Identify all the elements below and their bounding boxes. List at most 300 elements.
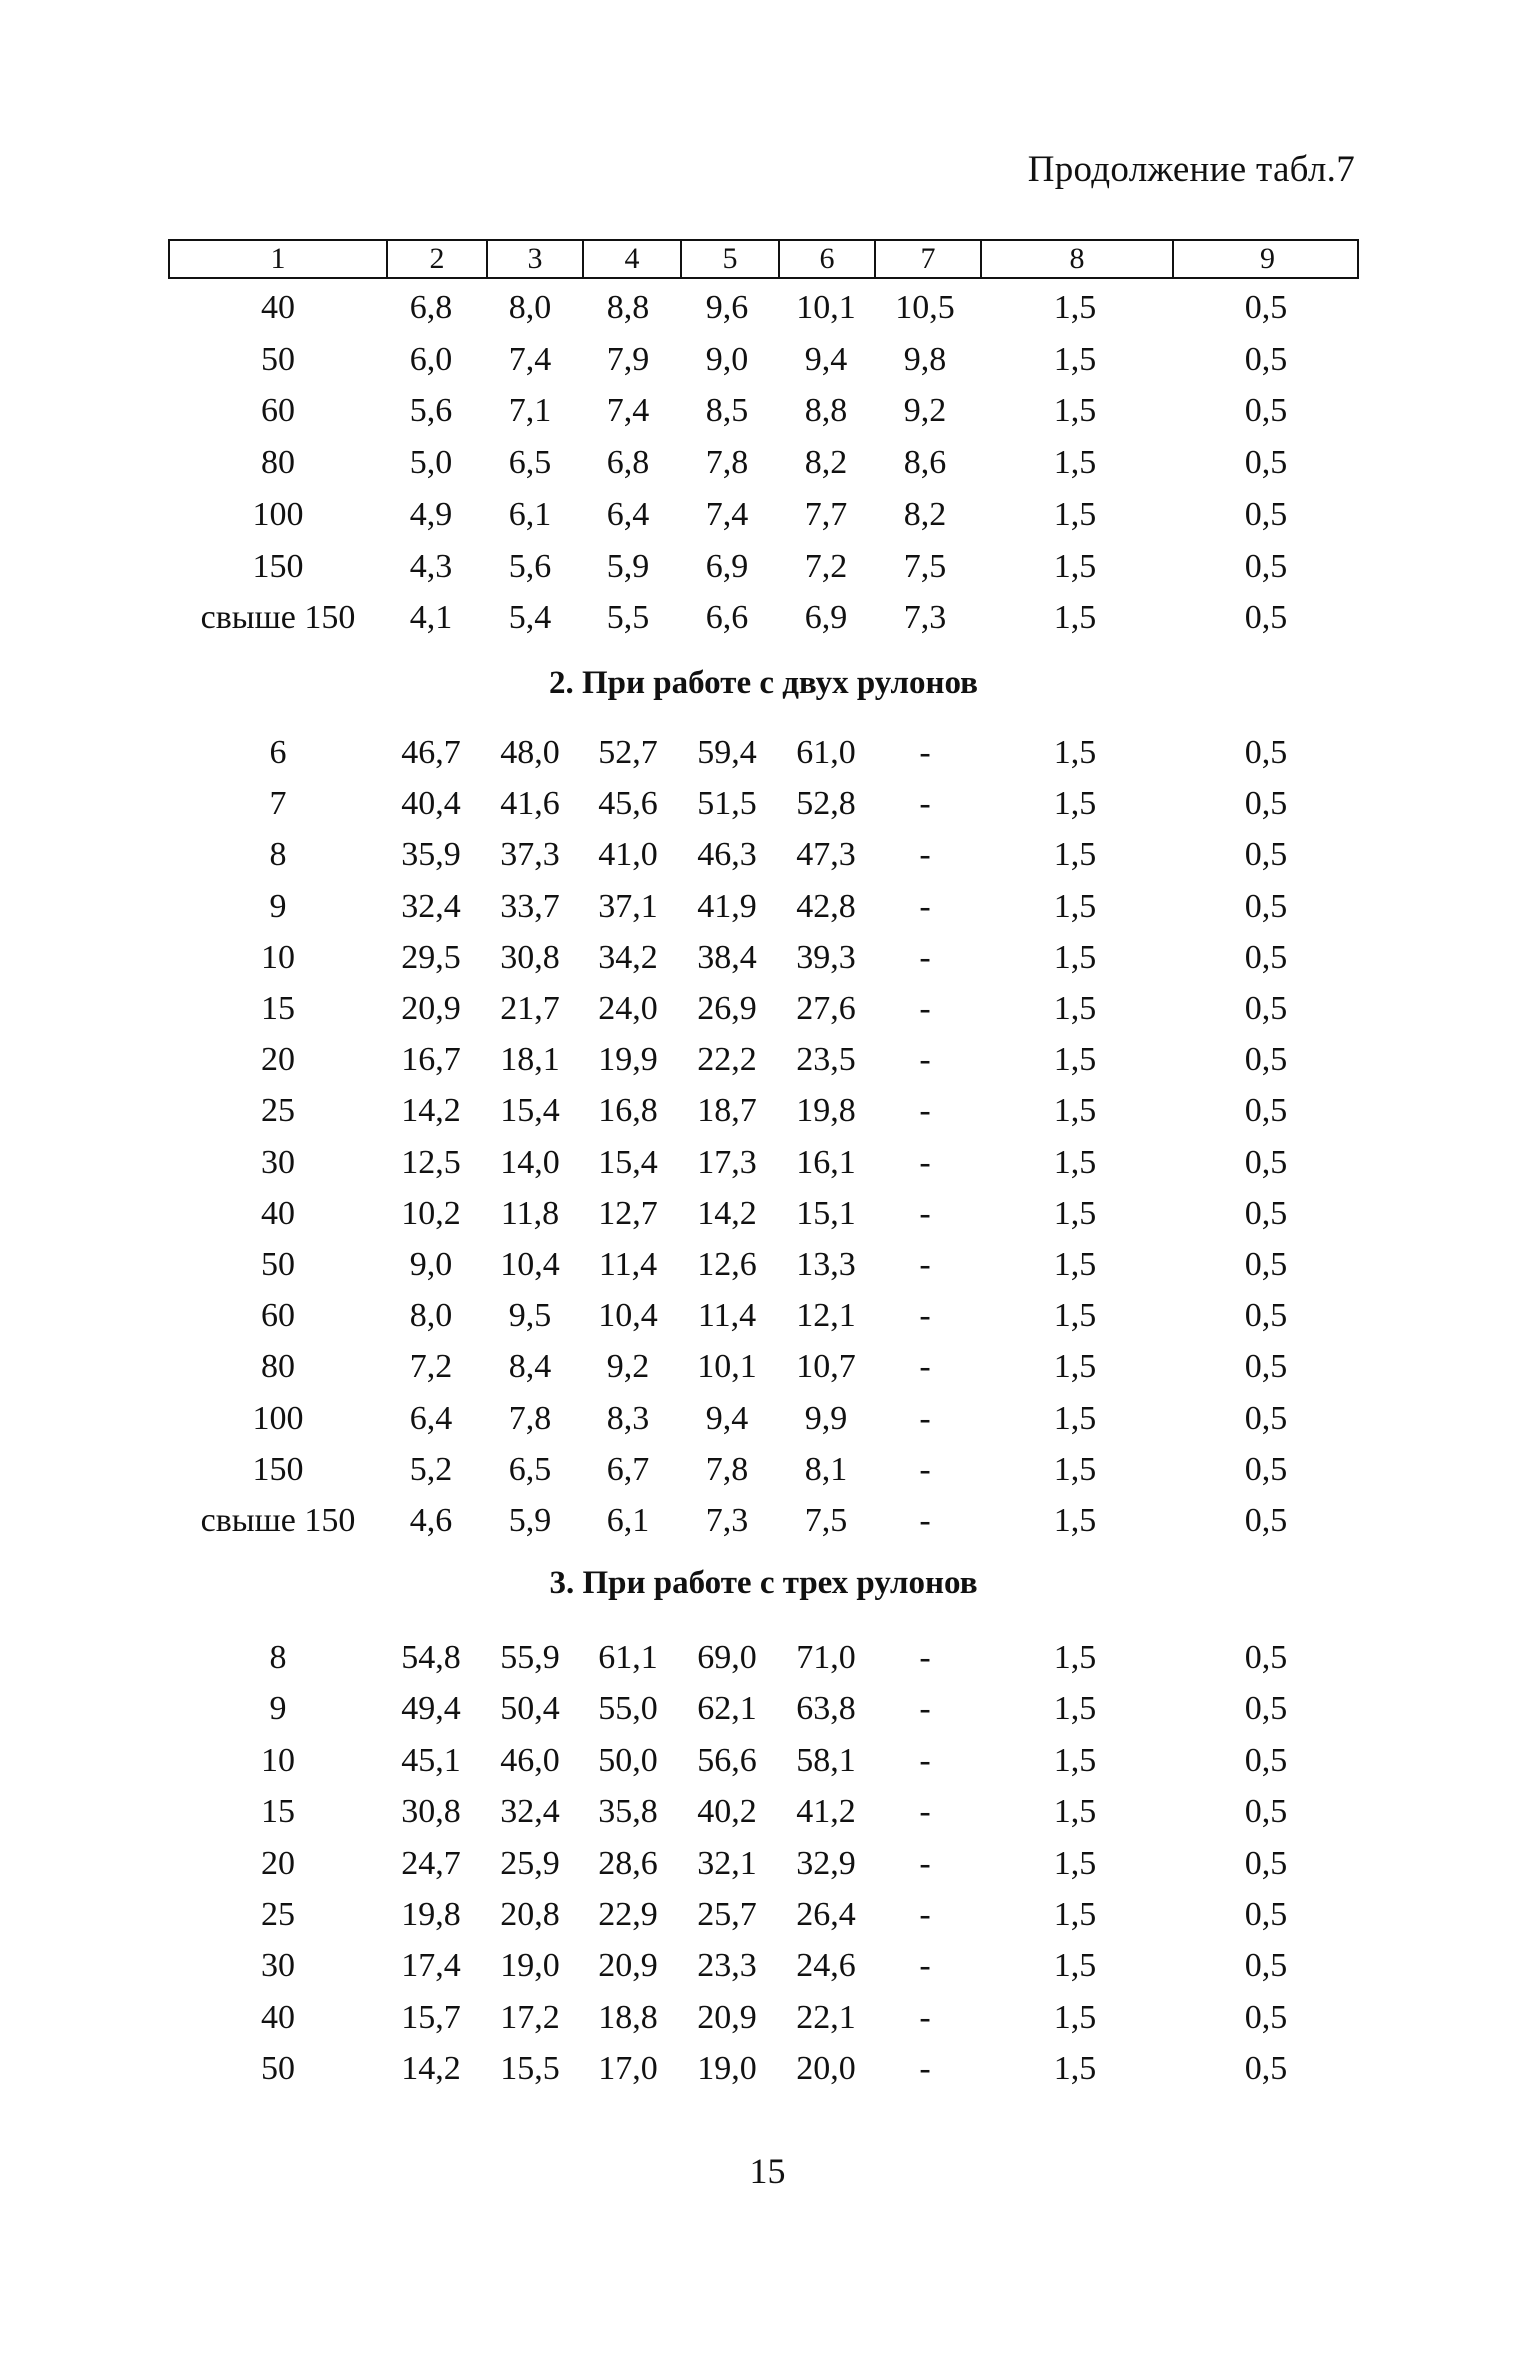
table-row [0,1291,1535,1341]
table-cell: 1,5 [1053,1143,1097,1181]
table-cell: 24,6 [796,1947,856,1985]
table-cell: 41,6 [500,785,560,823]
table-cell: 6,6 [705,599,749,637]
table-cell: 61,1 [598,1639,658,1676]
table-cell: 0,5 [1244,1844,1288,1882]
table-cell: 0,5 [1244,1450,1288,1488]
row-label-cell: 10 [261,1741,295,1779]
table-cell: 1,5 [1053,1947,1097,1985]
table-cell: 1,5 [1053,1741,1097,1779]
table-cell: 6,5 [508,1450,552,1488]
table-cell: 0,5 [1244,1998,1288,2036]
table-cell: 9,5 [508,1297,552,1335]
row-label-cell: 60 [261,392,295,430]
table-row [0,386,1535,436]
table-cell: 55,9 [500,1639,560,1676]
table-cell: 8,2 [804,444,848,482]
table-cell: 6,0 [409,340,453,378]
table-cell: 1,5 [1053,1793,1097,1831]
table-cell: 1,5 [1053,938,1097,976]
row-label-cell: 50 [261,340,295,378]
table-cell: 1,5 [1053,599,1097,637]
table-row [0,1189,1535,1239]
table-cell: 20,0 [796,2050,856,2088]
table-cell: 9,9 [804,1399,848,1437]
table-row [0,593,1535,643]
table-cell: 6,7 [606,1450,650,1488]
table-cell: 16,7 [401,1041,461,1079]
table-cell: 20,8 [500,1896,560,1933]
row-label-cell: 40 [261,289,295,326]
table-cell: 46,0 [500,1741,560,1779]
table-cell: 0,5 [1244,1194,1288,1232]
table-cell: 0,5 [1244,547,1288,585]
table-cell: 20,9 [401,990,461,1027]
table-cell: 52,8 [796,785,856,823]
table-cell: - [919,1194,931,1232]
table-row [0,1890,1535,1940]
table-row [0,1496,1535,1546]
table-cell: 5,9 [508,1502,552,1539]
table-cell: 0,5 [1244,1348,1288,1386]
table-cell: 1,5 [1053,1092,1097,1130]
row-label-cell: 6 [269,734,287,771]
table-cell: 10,7 [796,1348,856,1386]
table-cell: 8,8 [606,289,650,326]
table-cell: 1,5 [1053,392,1097,430]
table-cell: 1,5 [1053,1246,1097,1283]
table-cell: 15,1 [796,1194,856,1232]
table-header-row [168,239,1359,279]
row-label-cell: 40 [261,1998,295,2036]
row-label-cell: 25 [261,1092,295,1130]
table-cell: 41,2 [796,1793,856,1831]
table-cell: 17,3 [697,1143,757,1181]
table-cell: 10,4 [598,1297,658,1335]
table-cell: 18,8 [598,1998,658,2036]
table-cell: 4,3 [409,547,453,585]
table-cell: 37,1 [598,887,658,925]
table-cell: 1,5 [1053,1502,1097,1539]
table-cell: 8,2 [903,495,947,533]
table-cell: 10,5 [895,289,955,326]
table-row [0,1787,1535,1837]
row-label-cell: 9 [269,887,287,925]
table-row [0,335,1535,385]
table-row [0,1394,1535,1444]
table-cell: - [919,1399,931,1437]
row-label-cell: 50 [261,2050,295,2088]
table-cell: - [919,1998,931,2036]
table-cell: 0,5 [1244,1690,1288,1728]
table-cell: 22,1 [796,1998,856,2036]
table-caption: Продолжение табл.7 [1027,149,1355,190]
header-cell: 8 [980,241,1172,277]
table-cell: 49,4 [401,1690,461,1728]
table-cell: 42,8 [796,887,856,925]
table-cell: 35,8 [598,1793,658,1831]
table-row [0,1138,1535,1188]
table-cell: 6,8 [606,444,650,482]
table-cell: 1,5 [1053,1450,1097,1488]
row-label-cell: 150 [252,1450,304,1488]
table-cell: 9,4 [804,340,848,378]
table-cell: 25,7 [697,1896,757,1933]
table-cell: - [919,1947,931,1985]
table-cell: 0,5 [1244,1092,1288,1130]
row-label-cell: 15 [261,1793,295,1831]
table-cell: 0,5 [1244,1793,1288,1831]
table-cell: 12,7 [598,1194,658,1232]
table-cell: 19,0 [697,2050,757,2088]
table-cell: 4,1 [409,599,453,637]
row-label-cell: 30 [261,1947,295,1985]
table-cell: 4,6 [409,1502,453,1539]
table-cell: 12,6 [697,1246,757,1283]
table-cell: 23,3 [697,1947,757,1985]
table-row [0,1240,1535,1290]
table-cell: 0,5 [1244,785,1288,823]
table-cell: 40,4 [401,785,461,823]
row-label-cell: 25 [261,1896,295,1933]
table-cell: 9,2 [606,1348,650,1386]
table-cell: 0,5 [1244,340,1288,378]
table-cell: 21,7 [500,990,560,1027]
section-title: 2. При работе с двух рулонов [548,665,979,701]
table-cell: 19,9 [598,1041,658,1079]
table-cell: 1,5 [1053,1194,1097,1232]
row-label-cell: 80 [261,444,295,482]
row-label-cell: 100 [252,1399,304,1437]
table-cell: 7,2 [409,1348,453,1386]
table-cell: 26,4 [796,1896,856,1933]
table-cell: 8,6 [903,444,947,482]
table-cell: 46,3 [697,836,757,874]
table-cell: 7,2 [804,547,848,585]
table-row [0,1445,1535,1495]
table-row [0,1086,1535,1136]
table-cell: 71,0 [796,1639,856,1676]
table-cell: 6,9 [705,547,749,585]
table-cell: 30,8 [401,1793,461,1831]
table-cell: 17,4 [401,1947,461,1985]
table-cell: 19,0 [500,1947,560,1985]
table-cell: 14,0 [500,1143,560,1181]
table-cell: 15,4 [500,1092,560,1130]
table-cell: 9,4 [705,1399,749,1437]
table-cell: - [919,1793,931,1831]
table-cell: 22,9 [598,1896,658,1933]
table-cell: 7,4 [705,495,749,533]
table-cell: 35,9 [401,836,461,874]
header-cell: 5 [680,241,778,277]
table-cell: 5,6 [508,547,552,585]
table-row [0,728,1535,778]
table-cell: 1,5 [1053,887,1097,925]
header-cell: 3 [486,241,582,277]
table-cell: 6,4 [606,495,650,533]
table-cell: 1,5 [1053,1690,1097,1728]
table-cell: - [919,1639,931,1676]
table-cell: 47,3 [796,836,856,874]
table-row [0,2044,1535,2094]
table-cell: 59,4 [697,734,757,771]
table-cell: 5,9 [606,547,650,585]
table-cell: 7,3 [903,599,947,637]
table-cell: 11,4 [697,1297,757,1335]
row-label-cell: 9 [269,1690,287,1728]
table-cell: 0,5 [1244,1399,1288,1437]
table-cell: - [919,1348,931,1386]
table-cell: 8,0 [409,1297,453,1335]
table-cell: 46,7 [401,734,461,771]
table-cell: - [919,1246,931,1283]
table-cell: - [919,887,931,925]
table-cell: 54,8 [401,1639,461,1676]
table-cell: 1,5 [1053,1896,1097,1933]
table-cell: 5,5 [606,599,650,637]
table-cell: - [919,1092,931,1130]
table-cell: 1,5 [1053,444,1097,482]
table-cell: 6,9 [804,599,848,637]
table-cell: 24,0 [598,990,658,1027]
table-cell: - [919,1502,931,1539]
table-cell: 0,5 [1244,1741,1288,1779]
table-cell: 1,5 [1053,1844,1097,1882]
table-cell: 0,5 [1244,1246,1288,1283]
table-cell: 7,8 [508,1399,552,1437]
table-cell: 30,8 [500,938,560,976]
table-cell: 20,9 [598,1947,658,1985]
table-row [0,1839,1535,1889]
row-label-cell: 20 [261,1844,295,1882]
table-cell: 24,7 [401,1844,461,1882]
table-cell: 12,5 [401,1143,461,1181]
table-cell: 27,6 [796,990,856,1027]
table-cell: 0,5 [1244,938,1288,976]
table-cell: 0,5 [1244,599,1288,637]
table-cell: - [919,990,931,1027]
table-cell: 1,5 [1053,495,1097,533]
table-cell: 20,9 [697,1998,757,2036]
table-cell: - [919,785,931,823]
table-cell: 0,5 [1244,392,1288,430]
table-row [0,438,1535,488]
table-row [0,830,1535,880]
table-cell: 62,1 [697,1690,757,1728]
table-cell: - [919,734,931,771]
table-cell: 0,5 [1244,1041,1288,1079]
table-cell: 69,0 [697,1639,757,1676]
table-cell: 7,4 [606,392,650,430]
row-label-cell: 60 [261,1297,295,1335]
table-row [0,1736,1535,1786]
table-cell: 23,5 [796,1041,856,1079]
table-cell: 6,1 [508,495,552,533]
table-row [0,1684,1535,1734]
table-cell: 0,5 [1244,990,1288,1027]
row-label-cell: 10 [261,938,295,976]
table-row [0,779,1535,829]
table-cell: 45,1 [401,1741,461,1779]
table-cell: 55,0 [598,1690,658,1728]
table-cell: 13,3 [796,1246,856,1283]
table-cell: 0,5 [1244,1947,1288,1985]
table-row [0,1342,1535,1392]
table-cell: 10,2 [401,1194,461,1232]
header-cell: 7 [874,241,980,277]
table-cell: 12,1 [796,1297,856,1335]
table-cell: 0,5 [1244,1639,1288,1676]
table-cell: 5,0 [409,444,453,482]
table-cell: 19,8 [401,1896,461,1933]
table-cell: 5,6 [409,392,453,430]
table-cell: 7,1 [508,392,552,430]
table-cell: 7,8 [705,1450,749,1488]
table-cell: 11,8 [500,1194,560,1232]
table-cell: 17,0 [598,2050,658,2088]
table-cell: 32,4 [401,887,461,925]
table-cell: - [919,1741,931,1779]
row-label-cell: 20 [261,1041,295,1079]
row-label-cell: 7 [269,785,287,823]
table-cell: 1,5 [1053,1998,1097,2036]
table-cell: - [919,938,931,976]
table-cell: 22,2 [697,1041,757,1079]
row-label-cell: свыше 150 [200,599,356,637]
header-cell: 1 [270,242,286,275]
table-cell: 37,3 [500,836,560,874]
table-cell: 8,1 [804,1450,848,1488]
table-cell: 11,4 [598,1246,658,1283]
table-cell: 0,5 [1244,1896,1288,1933]
table-cell: 56,6 [697,1741,757,1779]
table-cell: 7,5 [903,547,947,585]
table-cell: 8,4 [508,1348,552,1386]
table-cell: 8,5 [705,392,749,430]
table-cell: 6,5 [508,444,552,482]
table-cell: 0,5 [1244,887,1288,925]
table-cell: 9,2 [903,392,947,430]
table-cell: 16,1 [796,1143,856,1181]
table-cell: 1,5 [1053,340,1097,378]
table-cell: 15,7 [401,1998,461,2036]
header-cell: 4 [582,241,680,277]
table-cell: 38,4 [697,938,757,976]
table-cell: 45,6 [598,785,658,823]
row-label-cell: 8 [269,1639,287,1676]
table-cell: 28,6 [598,1844,658,1882]
table-cell: 19,8 [796,1092,856,1130]
table-cell: 52,7 [598,734,658,771]
table-row [0,882,1535,932]
table-cell: 40,2 [697,1793,757,1831]
table-cell: 34,2 [598,938,658,976]
table-cell: 7,7 [804,495,848,533]
table-row [0,490,1535,540]
row-label-cell: 8 [269,836,287,874]
table-cell: 26,9 [697,990,757,1027]
table-cell: 5,2 [409,1450,453,1488]
table-cell: 1,5 [1053,2050,1097,2088]
row-label-cell: свыше 150 [200,1502,356,1539]
table-cell: 0,5 [1244,444,1288,482]
table-cell: 1,5 [1053,990,1097,1027]
table-cell: 17,2 [500,1998,560,2036]
table-cell: 0,5 [1244,495,1288,533]
table-cell: 9,0 [409,1246,453,1283]
table-cell: 1,5 [1053,836,1097,874]
table-cell: 8,8 [804,392,848,430]
table-cell: 1,5 [1053,289,1097,326]
table-cell: - [919,1896,931,1933]
table-row [0,1633,1535,1683]
table-cell: 18,7 [697,1092,757,1130]
table-cell: 0,5 [1244,836,1288,874]
table-cell: 7,5 [804,1502,848,1539]
table-row [0,1993,1535,2043]
table-cell: 7,9 [606,340,650,378]
table-cell: 63,8 [796,1690,856,1728]
table-cell: 50,0 [598,1741,658,1779]
table-cell: 1,5 [1053,1399,1097,1437]
table-cell: 25,9 [500,1844,560,1882]
table-cell: - [919,1143,931,1181]
table-cell: 1,5 [1053,785,1097,823]
table-cell: 0,5 [1244,1297,1288,1335]
table-cell: 0,5 [1244,734,1288,771]
table-cell: - [919,1450,931,1488]
table-cell: 32,4 [500,1793,560,1831]
table-cell: 41,0 [598,836,658,874]
table-row [0,283,1535,333]
header-cell: 2 [386,241,486,277]
table-cell: 0,5 [1244,2050,1288,2088]
table-cell: 4,9 [409,495,453,533]
table-cell: 15,5 [500,2050,560,2088]
table-cell: 14,2 [697,1194,757,1232]
table-row [0,984,1535,1034]
table-cell: - [919,1041,931,1079]
table-cell: 14,2 [401,2050,461,2088]
table-cell: 6,4 [409,1399,453,1437]
table-cell: 58,1 [796,1741,856,1779]
table-cell: 32,9 [796,1844,856,1882]
row-label-cell: 40 [261,1194,295,1232]
table-cell: 10,1 [697,1348,757,1386]
header-cell: 6 [778,241,874,277]
page-number: 15 [749,2151,786,2191]
table-cell: 15,4 [598,1143,658,1181]
table-cell: 9,0 [705,340,749,378]
table-cell: 14,2 [401,1092,461,1130]
table-cell: 1,5 [1053,547,1097,585]
table-cell: 7,8 [705,444,749,482]
table-cell: 7,3 [705,1502,749,1539]
table-cell: 29,5 [401,938,461,976]
table-cell: - [919,1844,931,1882]
table-cell: 10,1 [796,289,856,326]
table-cell: - [919,1690,931,1728]
table-cell: 48,0 [500,734,560,771]
table-row [0,542,1535,592]
row-label-cell: 15 [261,990,295,1027]
table-cell: 0,5 [1244,1502,1288,1539]
row-label-cell: 30 [261,1143,295,1181]
row-label-cell: 80 [261,1348,295,1386]
table-cell: 16,8 [598,1092,658,1130]
table-cell: 50,4 [500,1690,560,1728]
